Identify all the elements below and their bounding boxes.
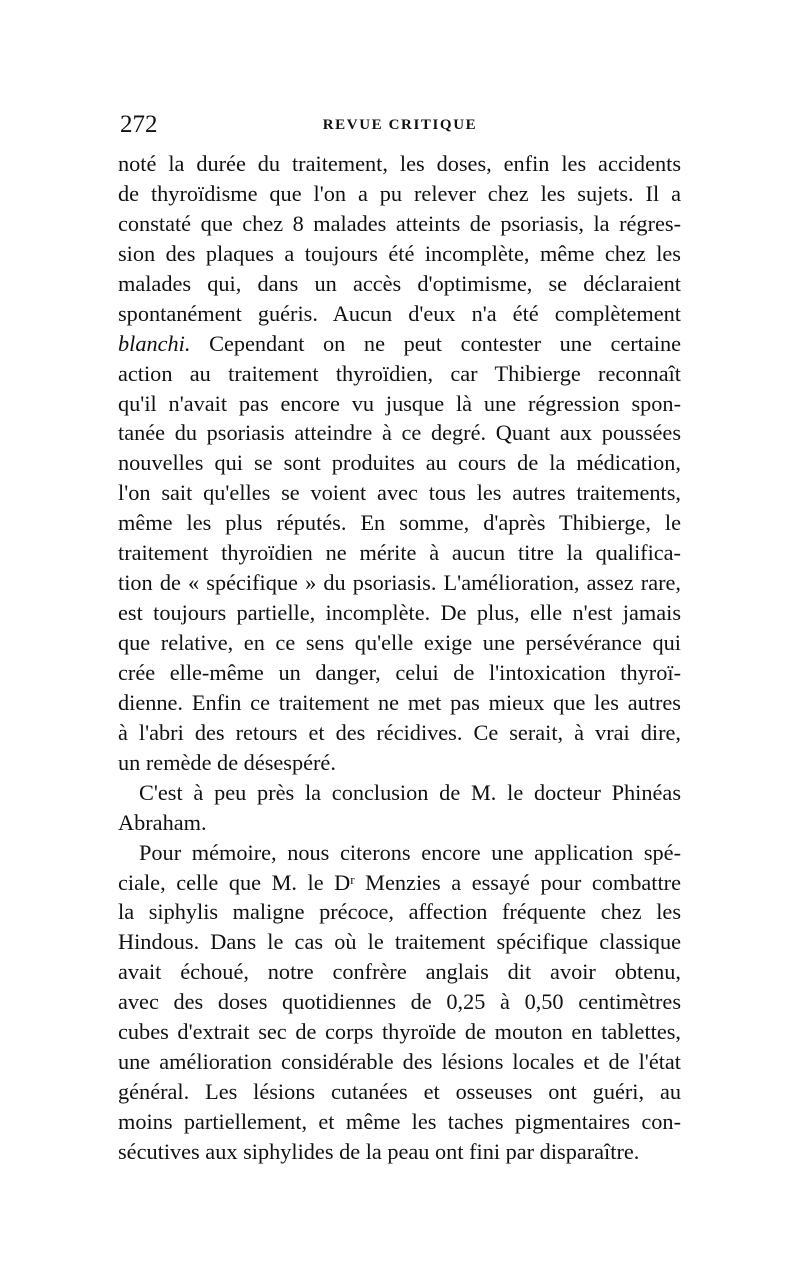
text-line: spontanément guéris. Aucun d'eux n'a été complètement — [118, 300, 681, 326]
text-line: malades qui, dans un accès d'optimisme, se déclaraient — [118, 270, 681, 296]
text-line: noté la durée du traitement, les doses, enfin les accidents — [118, 151, 681, 176]
text-line: cubes d'extrait sec de corps thyroïde de mouton en tablettes, — [118, 1019, 681, 1045]
superscript: r — [350, 871, 355, 887]
text-line-rest: Menzies a essayé pour combattre — [365, 869, 681, 895]
text-line: C'est à peu près la conclusion de M. le docteur Phinéas — [139, 779, 681, 805]
text-line: est toujours partielle, incomplète. De plus, elle n'est jamais — [118, 600, 681, 626]
text-line — [118, 868, 681, 898]
text-line: de thyroïdisme que l'on a pu relever chez les sujets. Il a — [118, 180, 681, 206]
text-line: qu'il n'avait pas encore vu jusque là une régression spon- — [118, 390, 681, 416]
italic-word: blanchi. — [118, 330, 191, 356]
text-line: action au traitement thyroïdien, car Thibierge reconnaît — [118, 360, 681, 386]
text-line: tanée du psoriasis atteindre à ce degré. Quant aux poussées — [118, 420, 681, 446]
running-head — [120, 110, 680, 140]
text-line: Pour mémoire, nous citerons encore une application spé- — [139, 839, 681, 865]
text-line: général. Les lésions cutanées et osseuses ont guéri, au — [118, 1079, 681, 1105]
text-line: moins partiellement, et même les taches pigmentaires con- — [118, 1109, 681, 1134]
text-line: crée elle-même un danger, celui de l'intoxication thyroï- — [118, 659, 681, 685]
text-line: une amélioration considérable des lésions locales et de l'état — [118, 1049, 681, 1075]
text-line: l'on sait qu'elles se voient avec tous les autres traitements, — [118, 480, 681, 506]
text-line-rest: Cependant on ne peut contester une certaine — [209, 330, 681, 356]
text-line: traitement thyroïdien ne mérite à aucun titre la qualifica- — [118, 540, 681, 566]
text-line: tion de « spécifique » du psoriasis. L'amélioration, assez rare, — [118, 570, 681, 596]
body-text — [118, 149, 681, 1167]
text-line: Abraham. — [118, 809, 207, 835]
text-line: sécutives aux siphylides de la peau ont fini par disparaître. — [118, 1138, 640, 1164]
page-number: 272 — [120, 111, 158, 138]
text-line: que relative, en ce sens qu'elle exige une persévérance qui — [118, 630, 681, 655]
text-line: avec des doses quotidiennes de 0,25 à 0,50 centimètres — [118, 989, 681, 1015]
text-line: même les plus réputés. En somme, d'après Thibierge, le — [118, 510, 681, 536]
running-head-title: REVUE CRITIQUE — [322, 117, 478, 133]
text-line: avait échoué, notre confrère anglais dit avoir obtenu, — [118, 959, 681, 985]
text-line-start: ciale, celle que M. le D — [118, 869, 351, 895]
text-line: la siphylis maligne précoce, affection fréquente chez les — [118, 899, 681, 925]
text-line: Hindous. Dans le cas où le traitement spécifique classique — [118, 929, 681, 955]
text-line — [118, 329, 681, 359]
text-line: nouvelles qui se sont produites au cours de la médication, — [118, 450, 681, 476]
text-line: sion des plaques a toujours été incomplète, même chez les — [118, 240, 681, 266]
text-line: un remède de désespéré. — [118, 749, 336, 775]
text-line: à l'abri des retours et des récidives. Ce serait, à vrai dire, — [118, 719, 681, 745]
text-line: constaté que chez 8 malades atteints de psoriasis, la régres- — [118, 210, 681, 236]
text-line: dienne. Enfin ce traitement ne met pas mieux que les autres — [118, 689, 681, 715]
